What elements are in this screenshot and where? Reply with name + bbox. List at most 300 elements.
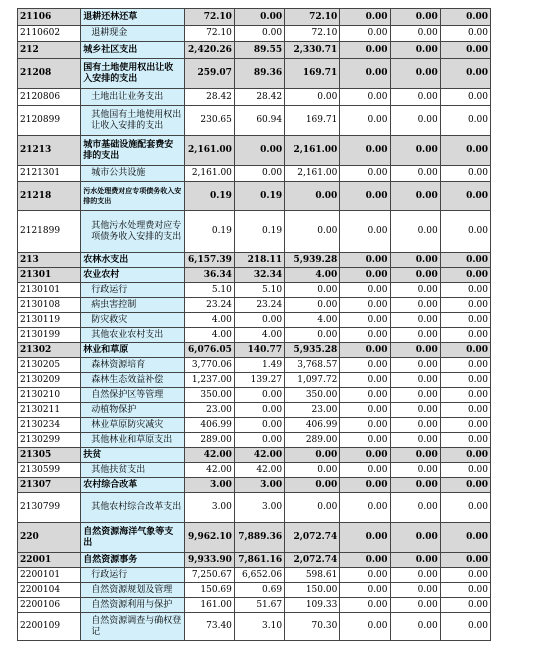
amount-basic-cell: 0.00: [234, 166, 284, 182]
name-cell: 自然资源调查与确权登记: [81, 613, 184, 641]
name-cell: 病虫害控制: [81, 298, 184, 313]
amount-total-cell: 73.40: [184, 613, 234, 641]
amount-project-cell: 2,161.00: [285, 136, 340, 166]
table-row: [18, 166, 491, 182]
table-row: [18, 388, 491, 403]
code-cell: 220: [18, 523, 81, 553]
table-row: [18, 9, 491, 26]
amount-col4-cell: 0.00: [340, 583, 390, 598]
amount-total-cell: 350.00: [184, 388, 234, 403]
table-row: [18, 26, 491, 42]
amount-col5-cell: 0.00: [390, 298, 440, 313]
code-cell: 2121899: [18, 211, 81, 253]
table-row: [18, 373, 491, 388]
amount-col4-cell: 0.00: [340, 26, 390, 42]
name-cell: 自然资源规划及管理: [81, 583, 184, 598]
amount-total-cell: 9,962.10: [184, 523, 234, 553]
code-cell: 21301: [18, 268, 81, 283]
table-row: [18, 106, 491, 136]
amount-col6-cell: 0.00: [440, 298, 490, 313]
amount-total-cell: 28.42: [184, 89, 234, 106]
name-cell: 城乡社区支出: [81, 42, 184, 59]
amount-col4-cell: 0.00: [340, 418, 390, 433]
amount-col4-cell: 0.00: [340, 253, 390, 268]
amount-basic-cell: 42.00: [234, 448, 284, 463]
table-row: [18, 418, 491, 433]
amount-col6-cell: 0.00: [440, 418, 490, 433]
code-cell: 2130108: [18, 298, 81, 313]
amount-col4-cell: 0.00: [340, 493, 390, 523]
amount-col4-cell: 0.00: [340, 9, 390, 26]
amount-col5-cell: 0.00: [390, 358, 440, 373]
amount-project-cell: 2,072.74: [285, 523, 340, 553]
amount-total-cell: 4.00: [184, 328, 234, 343]
amount-col6-cell: 0.00: [440, 463, 490, 478]
amount-col5-cell: 0.00: [390, 9, 440, 26]
table-row: [18, 478, 491, 493]
code-cell: 2200106: [18, 598, 81, 613]
amount-col4-cell: 0.00: [340, 268, 390, 283]
code-cell: 21302: [18, 343, 81, 358]
code-cell: 2130119: [18, 313, 81, 328]
amount-basic-cell: 0.69: [234, 583, 284, 598]
name-cell: 动植物保护: [81, 403, 184, 418]
amount-col4-cell: 0.00: [340, 182, 390, 211]
name-cell: 自然保护区等管理: [81, 388, 184, 403]
amount-col6-cell: 0.00: [440, 106, 490, 136]
amount-basic-cell: 3.00: [234, 493, 284, 523]
amount-col5-cell: 0.00: [390, 166, 440, 182]
amount-basic-cell: 7,889.36: [234, 523, 284, 553]
amount-col6-cell: 0.00: [440, 313, 490, 328]
amount-col5-cell: 0.00: [390, 182, 440, 211]
table-row: [18, 598, 491, 613]
amount-total-cell: 289.00: [184, 433, 234, 448]
amount-basic-cell: 5.10: [234, 283, 284, 298]
code-cell: 2130101: [18, 283, 81, 298]
amount-project-cell: 2,072.74: [285, 553, 340, 568]
name-cell: 森林资源培育: [81, 358, 184, 373]
amount-col6-cell: 0.00: [440, 343, 490, 358]
amount-col6-cell: 0.00: [440, 448, 490, 463]
name-cell: 自然资源海洋气象等支出: [81, 523, 184, 553]
table-row: [18, 298, 491, 313]
amount-project-cell: 0.00: [285, 89, 340, 106]
amount-col5-cell: 0.00: [390, 89, 440, 106]
amount-project-cell: 109.33: [285, 598, 340, 613]
amount-col5-cell: 0.00: [390, 553, 440, 568]
name-cell: 国有土地使用权出让收入安排的支出: [81, 59, 184, 89]
amount-basic-cell: 218.11: [234, 253, 284, 268]
code-cell: 2200101: [18, 568, 81, 583]
amount-project-cell: 72.10: [285, 26, 340, 42]
amount-total-cell: 42.00: [184, 463, 234, 478]
amount-col5-cell: 0.00: [390, 313, 440, 328]
amount-col6-cell: 0.00: [440, 42, 490, 59]
amount-basic-cell: 140.77: [234, 343, 284, 358]
name-cell: 其他林业和草原支出: [81, 433, 184, 448]
code-cell: 2121301: [18, 166, 81, 182]
name-cell: 防灾救灾: [81, 313, 184, 328]
amount-basic-cell: 7,861.16: [234, 553, 284, 568]
amount-project-cell: 0.00: [285, 463, 340, 478]
code-cell: 2130209: [18, 373, 81, 388]
code-cell: 21208: [18, 59, 81, 89]
amount-col5-cell: 0.00: [390, 26, 440, 42]
amount-project-cell: 0.00: [285, 298, 340, 313]
name-cell: 扶贫: [81, 448, 184, 463]
amount-basic-cell: 1.49: [234, 358, 284, 373]
amount-project-cell: 0.00: [285, 448, 340, 463]
amount-col4-cell: 0.00: [340, 211, 390, 253]
amount-col5-cell: 0.00: [390, 463, 440, 478]
table-row: [18, 403, 491, 418]
amount-total-cell: 42.00: [184, 448, 234, 463]
table-body: [18, 9, 491, 641]
amount-col5-cell: 0.00: [390, 283, 440, 298]
name-cell: 其他农业农村支出: [81, 328, 184, 343]
amount-basic-cell: 3.00: [234, 478, 284, 493]
code-cell: 21106: [18, 9, 81, 26]
name-cell: 退耕现金: [81, 26, 184, 42]
amount-total-cell: 2,161.00: [184, 136, 234, 166]
amount-project-cell: 23.00: [285, 403, 340, 418]
amount-basic-cell: 28.42: [234, 89, 284, 106]
name-cell: 其他国有土地使用权出让收入安排的支出: [81, 106, 184, 136]
code-cell: 2110602: [18, 26, 81, 42]
amount-total-cell: 4.00: [184, 313, 234, 328]
amount-project-cell: 0.00: [285, 328, 340, 343]
amount-project-cell: 169.71: [285, 59, 340, 89]
amount-col4-cell: 0.00: [340, 136, 390, 166]
name-cell: 林业草原防灾减灾: [81, 418, 184, 433]
amount-col5-cell: 0.00: [390, 343, 440, 358]
amount-project-cell: 72.10: [285, 9, 340, 26]
code-cell: 2130205: [18, 358, 81, 373]
amount-basic-cell: 0.19: [234, 182, 284, 211]
amount-col6-cell: 0.00: [440, 478, 490, 493]
amount-col4-cell: 0.00: [340, 403, 390, 418]
amount-col6-cell: 0.00: [440, 373, 490, 388]
amount-project-cell: 2,330.71: [285, 42, 340, 59]
amount-total-cell: 6,076.05: [184, 343, 234, 358]
amount-project-cell: 1,097.72: [285, 373, 340, 388]
amount-basic-cell: 51.67: [234, 598, 284, 613]
amount-col5-cell: 0.00: [390, 478, 440, 493]
amount-col4-cell: 0.00: [340, 388, 390, 403]
code-cell: 2120806: [18, 89, 81, 106]
amount-project-cell: 0.00: [285, 211, 340, 253]
table-row: [18, 568, 491, 583]
amount-col5-cell: 0.00: [390, 211, 440, 253]
table-row: [18, 343, 491, 358]
amount-col5-cell: 0.00: [390, 433, 440, 448]
amount-project-cell: 350.00: [285, 388, 340, 403]
amount-col6-cell: 0.00: [440, 388, 490, 403]
amount-basic-cell: 0.00: [234, 433, 284, 448]
code-cell: 21213: [18, 136, 81, 166]
amount-col4-cell: 0.00: [340, 313, 390, 328]
amount-col5-cell: 0.00: [390, 568, 440, 583]
table-row: [18, 328, 491, 343]
amount-col6-cell: 0.00: [440, 26, 490, 42]
name-cell: 污水处理费对应专项债务收入安排的支出: [81, 182, 184, 211]
code-cell: 21218: [18, 182, 81, 211]
amount-col5-cell: 0.00: [390, 448, 440, 463]
amount-col6-cell: 0.00: [440, 253, 490, 268]
amount-col4-cell: 0.00: [340, 298, 390, 313]
name-cell: 退耕还林还草: [81, 9, 184, 26]
amount-col6-cell: 0.00: [440, 523, 490, 553]
code-cell: 212: [18, 42, 81, 59]
amount-col6-cell: 0.00: [440, 89, 490, 106]
name-cell: 农业农村: [81, 268, 184, 283]
amount-total-cell: 0.19: [184, 182, 234, 211]
amount-basic-cell: 0.19: [234, 211, 284, 253]
amount-basic-cell: 89.55: [234, 42, 284, 59]
amount-col6-cell: 0.00: [440, 493, 490, 523]
expenditure-table: [17, 8, 491, 641]
amount-col4-cell: 0.00: [340, 568, 390, 583]
code-cell: 2130799: [18, 493, 81, 523]
code-cell: 2130199: [18, 328, 81, 343]
code-cell: 21305: [18, 448, 81, 463]
amount-col4-cell: 0.00: [340, 523, 390, 553]
amount-col6-cell: 0.00: [440, 9, 490, 26]
amount-basic-cell: 0.00: [234, 9, 284, 26]
amount-project-cell: 5,939.28: [285, 253, 340, 268]
amount-col6-cell: 0.00: [440, 136, 490, 166]
amount-col4-cell: 0.00: [340, 373, 390, 388]
amount-col4-cell: 0.00: [340, 463, 390, 478]
amount-total-cell: 72.10: [184, 26, 234, 42]
amount-col4-cell: 0.00: [340, 478, 390, 493]
amount-project-cell: 4.00: [285, 268, 340, 283]
table-row: [18, 211, 491, 253]
amount-project-cell: 169.71: [285, 106, 340, 136]
amount-project-cell: 289.00: [285, 433, 340, 448]
amount-project-cell: 0.00: [285, 283, 340, 298]
amount-col5-cell: 0.00: [390, 59, 440, 89]
amount-col4-cell: 0.00: [340, 343, 390, 358]
name-cell: 其他农村综合改革支出: [81, 493, 184, 523]
amount-col4-cell: 0.00: [340, 89, 390, 106]
table-row: [18, 583, 491, 598]
amount-basic-cell: 0.00: [234, 313, 284, 328]
amount-col5-cell: 0.00: [390, 613, 440, 641]
amount-basic-cell: 32.34: [234, 268, 284, 283]
amount-total-cell: 3.00: [184, 478, 234, 493]
amount-project-cell: 4.00: [285, 313, 340, 328]
amount-basic-cell: 89.36: [234, 59, 284, 89]
amount-total-cell: 406.99: [184, 418, 234, 433]
budget-table-sheet: [17, 8, 491, 641]
amount-col5-cell: 0.00: [390, 253, 440, 268]
amount-col5-cell: 0.00: [390, 523, 440, 553]
amount-col6-cell: 0.00: [440, 613, 490, 641]
amount-col4-cell: 0.00: [340, 283, 390, 298]
name-cell: 其他扶贫支出: [81, 463, 184, 478]
amount-project-cell: 598.61: [285, 568, 340, 583]
code-cell: 21307: [18, 478, 81, 493]
amount-col6-cell: 0.00: [440, 598, 490, 613]
name-cell: 行政运行: [81, 283, 184, 298]
amount-total-cell: 2,161.00: [184, 166, 234, 182]
amount-total-cell: 150.69: [184, 583, 234, 598]
amount-col6-cell: 0.00: [440, 283, 490, 298]
amount-total-cell: 161.00: [184, 598, 234, 613]
amount-total-cell: 230.65: [184, 106, 234, 136]
amount-basic-cell: 0.00: [234, 136, 284, 166]
amount-total-cell: 6,157.39: [184, 253, 234, 268]
amount-total-cell: 0.19: [184, 211, 234, 253]
amount-project-cell: 3,768.57: [285, 358, 340, 373]
amount-total-cell: 2,420.26: [184, 42, 234, 59]
amount-col6-cell: 0.00: [440, 268, 490, 283]
amount-basic-cell: 139.27: [234, 373, 284, 388]
amount-total-cell: 259.07: [184, 59, 234, 89]
amount-basic-cell: 3.10: [234, 613, 284, 641]
amount-col5-cell: 0.00: [390, 106, 440, 136]
amount-col6-cell: 0.00: [440, 328, 490, 343]
name-cell: 行政运行: [81, 568, 184, 583]
name-cell: 城市基础设施配套费安排的支出: [81, 136, 184, 166]
code-cell: 2200104: [18, 583, 81, 598]
amount-total-cell: 1,237.00: [184, 373, 234, 388]
amount-col6-cell: 0.00: [440, 553, 490, 568]
name-cell: 自然资源事务: [81, 553, 184, 568]
amount-col5-cell: 0.00: [390, 373, 440, 388]
name-cell: 城市公共设施: [81, 166, 184, 182]
table-row: [18, 448, 491, 463]
code-cell: 2130211: [18, 403, 81, 418]
amount-basic-cell: 4.00: [234, 328, 284, 343]
table-row: [18, 283, 491, 298]
amount-col5-cell: 0.00: [390, 42, 440, 59]
amount-total-cell: 72.10: [184, 9, 234, 26]
table-row: [18, 268, 491, 283]
amount-col5-cell: 0.00: [390, 403, 440, 418]
name-cell: 土地出让业务支出: [81, 89, 184, 106]
amount-project-cell: 5,935.28: [285, 343, 340, 358]
name-cell: 农村综合改革: [81, 478, 184, 493]
amount-total-cell: 36.34: [184, 268, 234, 283]
amount-total-cell: 9,933.90: [184, 553, 234, 568]
amount-col6-cell: 0.00: [440, 166, 490, 182]
name-cell: 森林生态效益补偿: [81, 373, 184, 388]
amount-basic-cell: 0.00: [234, 418, 284, 433]
amount-basic-cell: 0.00: [234, 388, 284, 403]
amount-col6-cell: 0.00: [440, 403, 490, 418]
amount-col4-cell: 0.00: [340, 598, 390, 613]
table-row: [18, 358, 491, 373]
table-row: [18, 59, 491, 89]
code-cell: 2120899: [18, 106, 81, 136]
amount-col6-cell: 0.00: [440, 211, 490, 253]
code-cell: 2200109: [18, 613, 81, 641]
amount-total-cell: 7,250.67: [184, 568, 234, 583]
amount-col5-cell: 0.00: [390, 328, 440, 343]
table-row: [18, 463, 491, 478]
table-row: [18, 493, 491, 523]
amount-col4-cell: 0.00: [340, 328, 390, 343]
amount-col5-cell: 0.00: [390, 418, 440, 433]
amount-basic-cell: 23.24: [234, 298, 284, 313]
amount-basic-cell: 6,652.06: [234, 568, 284, 583]
code-cell: 22001: [18, 553, 81, 568]
amount-project-cell: 0.00: [285, 493, 340, 523]
table-row: [18, 253, 491, 268]
name-cell: 其他污水处理费对应专项债务收入安排的支出: [81, 211, 184, 253]
amount-col5-cell: 0.00: [390, 583, 440, 598]
name-cell: 林业和草原: [81, 343, 184, 358]
amount-basic-cell: 0.00: [234, 26, 284, 42]
amount-col5-cell: 0.00: [390, 388, 440, 403]
amount-total-cell: 5.10: [184, 283, 234, 298]
amount-project-cell: 0.00: [285, 478, 340, 493]
name-cell: 农林水支出: [81, 253, 184, 268]
amount-project-cell: 2,161.00: [285, 166, 340, 182]
amount-col5-cell: 0.00: [390, 493, 440, 523]
amount-project-cell: 406.99: [285, 418, 340, 433]
name-cell: 自然资源利用与保护: [81, 598, 184, 613]
code-cell: 2130210: [18, 388, 81, 403]
amount-total-cell: 3.00: [184, 493, 234, 523]
amount-col6-cell: 0.00: [440, 568, 490, 583]
table-row: [18, 433, 491, 448]
amount-total-cell: 23.24: [184, 298, 234, 313]
amount-project-cell: 0.00: [285, 182, 340, 211]
amount-col4-cell: 0.00: [340, 553, 390, 568]
table-row: [18, 42, 491, 59]
amount-col4-cell: 0.00: [340, 42, 390, 59]
amount-total-cell: 23.00: [184, 403, 234, 418]
table-row: [18, 553, 491, 568]
table-row: [18, 89, 491, 106]
amount-col4-cell: 0.00: [340, 166, 390, 182]
amount-total-cell: 3,770.06: [184, 358, 234, 373]
amount-col4-cell: 0.00: [340, 433, 390, 448]
table-row: [18, 613, 491, 641]
table-row: [18, 136, 491, 166]
amount-col6-cell: 0.00: [440, 433, 490, 448]
amount-basic-cell: 42.00: [234, 463, 284, 478]
amount-col4-cell: 0.00: [340, 106, 390, 136]
amount-project-cell: 70.30: [285, 613, 340, 641]
code-cell: 213: [18, 253, 81, 268]
amount-basic-cell: 60.94: [234, 106, 284, 136]
amount-col4-cell: 0.00: [340, 448, 390, 463]
table-row: [18, 182, 491, 211]
code-cell: 2130234: [18, 418, 81, 433]
amount-project-cell: 150.00: [285, 583, 340, 598]
amount-col6-cell: 0.00: [440, 182, 490, 211]
code-cell: 2130299: [18, 433, 81, 448]
amount-col6-cell: 0.00: [440, 583, 490, 598]
code-cell: 2130599: [18, 463, 81, 478]
table-row: [18, 523, 491, 553]
amount-col4-cell: 0.00: [340, 613, 390, 641]
amount-col5-cell: 0.00: [390, 598, 440, 613]
amount-col5-cell: 0.00: [390, 136, 440, 166]
amount-col6-cell: 0.00: [440, 358, 490, 373]
amount-basic-cell: 0.00: [234, 403, 284, 418]
amount-col4-cell: 0.00: [340, 358, 390, 373]
amount-col5-cell: 0.00: [390, 268, 440, 283]
table-row: [18, 313, 491, 328]
amount-col4-cell: 0.00: [340, 59, 390, 89]
amount-col6-cell: 0.00: [440, 59, 490, 89]
